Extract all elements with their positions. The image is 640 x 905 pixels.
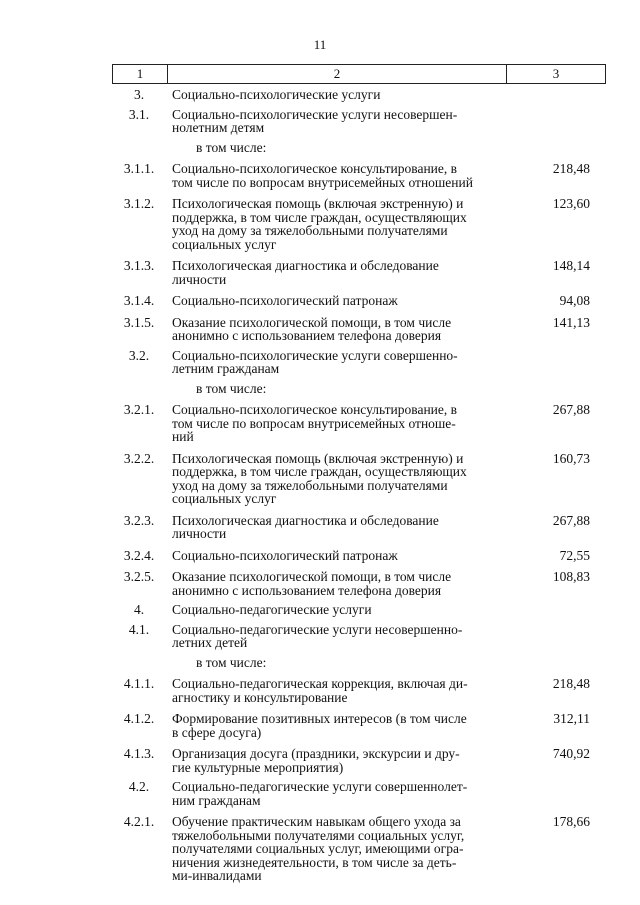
row-text: Оказание психологической помощи, в том числе анонимно с использованием телефона доверия [172, 569, 452, 598]
row-text: Оказание психологической помощи, в том числе анонимно с использованием телефона доверия [172, 314, 452, 343]
table-row [112, 603, 606, 617]
row-number [112, 141, 166, 155]
row-value: 740,92 [552, 746, 590, 761]
row-number: 3.2.1. [123, 402, 155, 417]
row-number: 3.1.2. [123, 196, 155, 211]
row-value: 178,66 [552, 814, 590, 829]
row-value: 72,55 [559, 547, 590, 563]
row-number: 3.1.3. [123, 258, 155, 273]
page-number: 11 [313, 37, 327, 52]
row-value [530, 141, 606, 155]
row-text: Формирование позитивных интересов (в том числе в сфере досуга) [172, 711, 467, 740]
row-value [506, 108, 606, 135]
row-text: Психологическая помощь (включая экстренную) и поддержка, в том числе граждан, осуществляющих уход на дому за тяжелобольными получателями социальных услуг [172, 450, 467, 506]
row-value: 267,88 [552, 512, 590, 528]
row-text: Социально-педагогические услуги совершеннолет- ним гражданам [172, 779, 468, 808]
row-text: в том числе: [196, 654, 267, 670]
table-row [112, 294, 606, 308]
row-number: 3.2.2. [123, 450, 155, 466]
header-col-3: 3 [552, 66, 560, 81]
table-row [112, 88, 606, 102]
row-value: 123,60 [552, 196, 590, 211]
table-row [112, 162, 606, 189]
row-number: 4.1.1. [123, 676, 155, 691]
table-row [112, 382, 606, 396]
row-number: 4.1. [128, 621, 150, 637]
row-value: 218,48 [552, 161, 590, 176]
row-value: 218,48 [552, 676, 590, 691]
row-value [506, 623, 606, 650]
table-row [112, 349, 606, 376]
row-number: 4. [133, 602, 145, 617]
row-value [530, 382, 606, 396]
row-number: 3.1.5. [123, 314, 155, 330]
row-text: Социально-педагогические услуги [172, 602, 372, 617]
row-number: 3.2. [128, 347, 150, 363]
row-number [112, 382, 166, 396]
row-value [506, 349, 606, 376]
table-row [112, 747, 606, 774]
table-row [112, 677, 606, 704]
row-value: 148,14 [552, 258, 590, 273]
row-text: Социально-психологический патронаж [172, 547, 398, 563]
row-text: в том числе: [196, 380, 267, 396]
table-row [112, 197, 606, 251]
header-col-1: 1 [113, 65, 168, 83]
row-number: 3.2.5. [123, 569, 155, 584]
row-number: 4.1.3. [123, 746, 155, 761]
row-value [530, 656, 606, 670]
row-number: 4.2.1. [123, 814, 155, 829]
table-row [112, 780, 606, 807]
table-row [112, 656, 606, 670]
row-number: 3.1.4. [123, 293, 155, 308]
row-number: 3.2.3. [123, 512, 155, 528]
table-row [112, 623, 606, 650]
table-body [112, 88, 606, 883]
table-row [112, 403, 606, 444]
row-number: 3.1.1. [123, 161, 155, 176]
table-row [112, 712, 606, 739]
row-text: в том числе: [196, 139, 267, 155]
table-row [112, 316, 606, 343]
row-number: 4.2. [128, 779, 150, 794]
table-row [112, 514, 606, 541]
table-row [112, 452, 606, 506]
row-value: 312,11 [553, 711, 590, 726]
row-value: 267,88 [552, 402, 590, 417]
row-number: 3. [133, 87, 145, 102]
row-text: Социально-педагогическая коррекция, включая ди- агностику и консультирование [172, 676, 468, 705]
row-text: Психологическая диагностика и обследование личности [172, 258, 439, 287]
row-text: Психологическая помощь (включая экстренную) и поддержка, в том числе граждан, осуществляющих уход на дому за тяжелобольными получателями социальных услуг [172, 196, 467, 252]
table-row [112, 141, 606, 155]
table-row [112, 259, 606, 286]
row-value [506, 603, 606, 617]
row-text: Социально-педагогические услуги несовершенно- летних детей [172, 621, 463, 650]
row-text: Организация досуга (праздники, экскурсии и дру- гие культурные мероприятия) [172, 746, 460, 775]
table-row [112, 108, 606, 135]
row-text: Социально-психологические услуги [172, 87, 381, 102]
table-row [112, 815, 606, 883]
row-text: Социально-психологические услуги совершенно- летним гражданам [172, 347, 458, 376]
row-text: Социально-психологическое консультирование, в том числе по вопросам внутрисемейных отноше- ний [172, 402, 458, 444]
row-text: Обучение практическим навыкам общего ухода за тяжелобольными получателями социальных услуг, получателями социальных услуг, имеющими огра- ничения жизнедеятельности, в том числе за деть- ми-инвалидами [172, 814, 465, 883]
table-header [112, 64, 606, 84]
row-number: 4.1.2. [123, 711, 155, 726]
table-row [112, 549, 606, 563]
row-text: Социально-психологический патронаж [172, 293, 398, 308]
row-value [506, 780, 606, 807]
row-value: 141,13 [552, 314, 590, 330]
row-text: Социально-психологические услуги несовершен- нолетним детям [172, 106, 458, 135]
row-value: 160,73 [552, 450, 590, 466]
row-value [506, 88, 606, 102]
row-value: 94,08 [559, 293, 590, 308]
row-text: Психологическая диагностика и обследование личности [172, 512, 439, 541]
row-text: Социально-психологическое консультирование, в том числе по вопросам внутрисемейных отношений [172, 161, 473, 190]
row-value: 108,83 [552, 569, 590, 584]
table-row [112, 570, 606, 597]
row-number: 3.2.4. [123, 547, 155, 563]
row-number [112, 656, 166, 670]
header-col-2: 2 [168, 65, 507, 83]
row-number: 3.1. [128, 106, 150, 122]
